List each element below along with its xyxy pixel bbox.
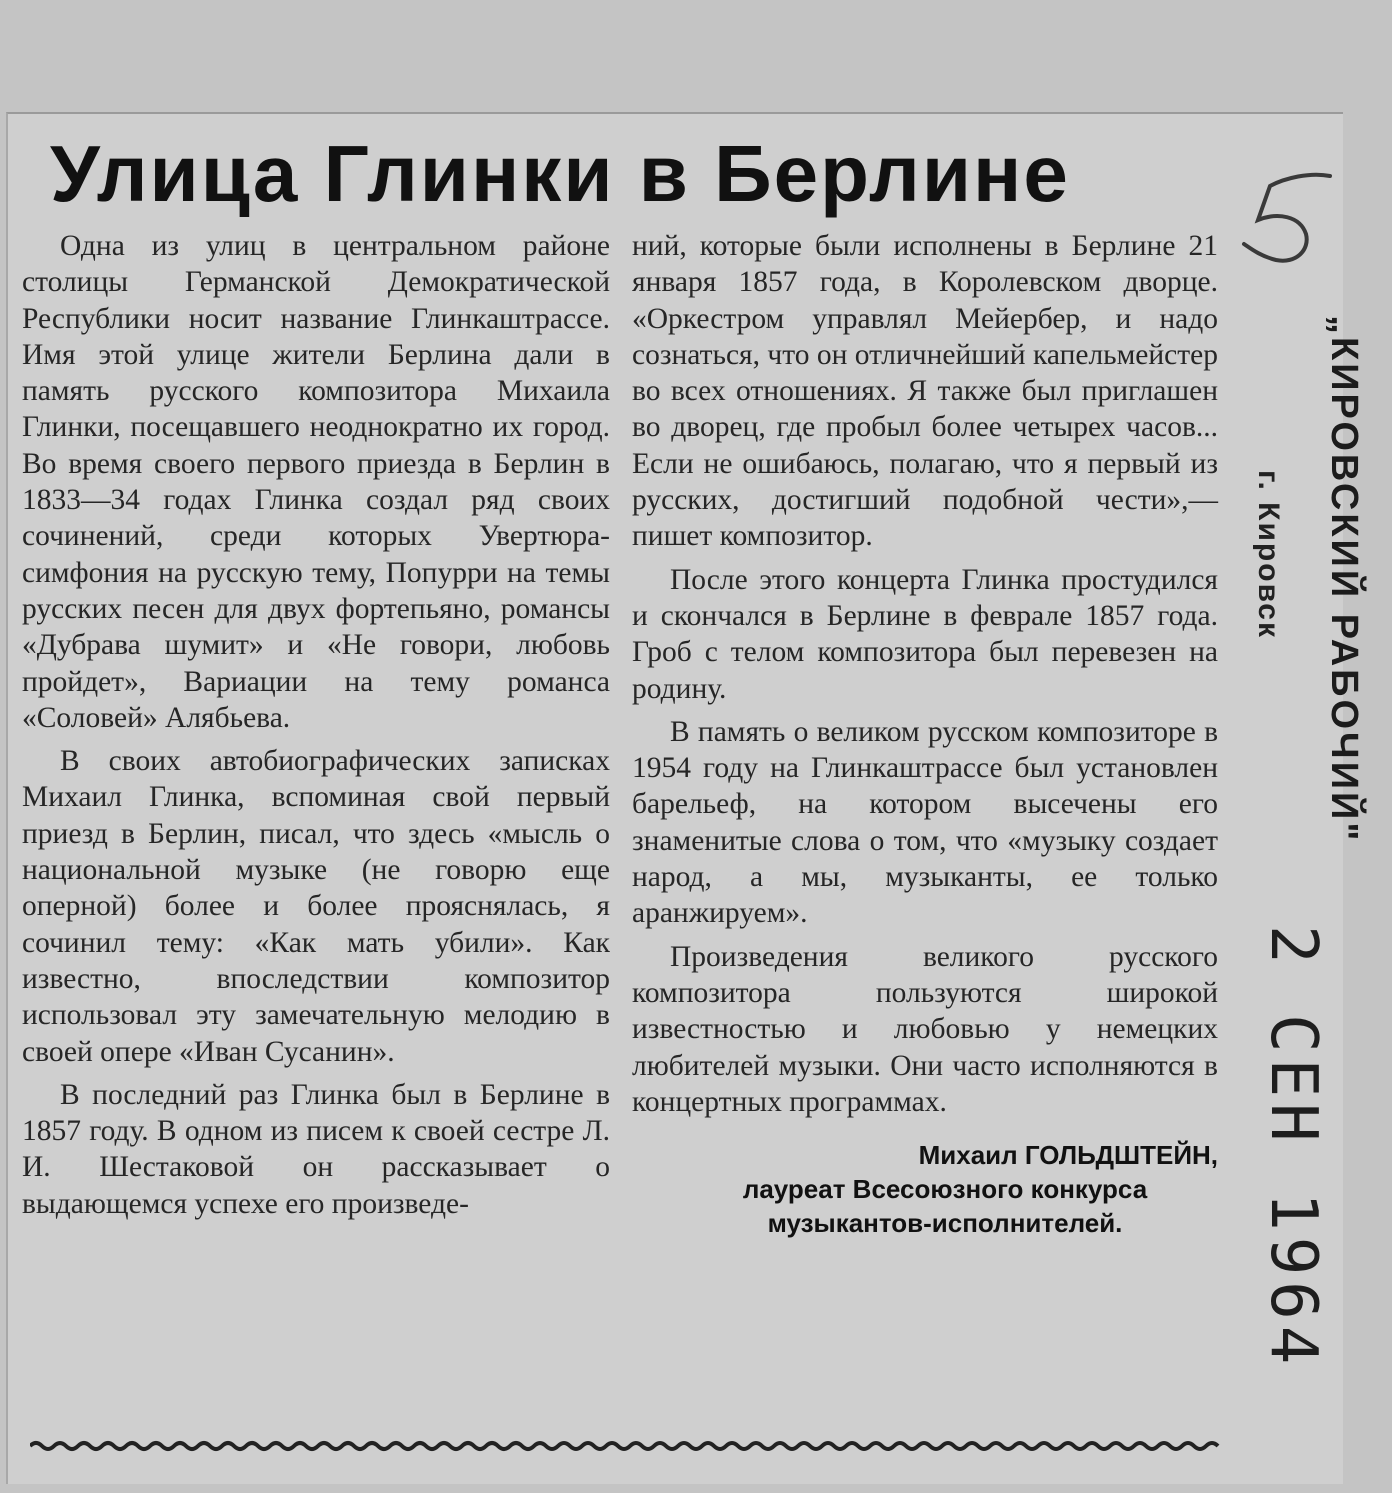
author-signature [632, 1138, 1218, 1240]
paragraph: В память о великом русском композиторе в 1954 году на Глинкаштрассе был установлен барельеф, на котором высечены его знаменитые слова о том, что «музыку создает народ, а мы, музыканты, ее только аранжируем». [632, 715, 1218, 930]
article-headline: Улица Глинки в Берлине [50, 129, 1070, 218]
newspaper-name-stamp: „КИРОВСКИЙ РАБОЧИЙ" [1323, 315, 1365, 844]
city-stamp: г. Кировск [1252, 470, 1285, 639]
author-name: Михаил ГОЛЬДШТЕЙН, [918, 1140, 1218, 1171]
paragraph: После этого концерта Глинка простудился и скончался в Берлине в феврале 1857 года. Гроб с телом композитора был перевезен на родину. [632, 563, 1218, 705]
paragraph: В последний раз Глинка был в Берлине в 1857 году. В одном из писем к своей сестре Л. И. Шестаковой он рассказывает о выдающемся успехе его произведе- [22, 1078, 610, 1220]
article-column-right [632, 228, 1218, 1240]
paragraph: Произведения великого русского композитора пользуются широкой известностью и любовью у немецких любителей музыки. Они часто исполняются в концертных программах. [632, 940, 1218, 1118]
paragraph: Одна из улиц в центральном районе столицы Германской Демократической Республики носит название Глинкаштрассе. Имя этой улице жители Берлина дали в память русского композитора Михаила Глинки, посещавшего неоднократно их город. Во время своего первого приезда в Берлин в 1833—34 годах Глинка создал ряд своих сочинений, среди которых Увертюра-симфония на русскую тему, Попурри на темы русских песен для двух фортепьяно, романсы «Дубрава шумит» и «Не говори, любовь пройдет», Вариации на тему романса «Соловей» Алябьева. [22, 230, 610, 734]
wavy-bottom-rule [30, 1440, 1225, 1452]
handwritten-number-mark [1230, 168, 1340, 278]
author-title-line-2: музыкантов-исполнителей. [767, 1208, 1123, 1239]
article-column-left [22, 228, 610, 1229]
paragraph: В своих автобиографических записках Михаил Глинка, вспоминая свой первый приезд в Берлин, писал, что здесь «мысль о национальной музыке (не говорю еще оперной) более и более прояснялась, я сочинил тему: «Как мать убили». Как известно, впоследствии композитор использовал эту замечательную мелодию в своей опере «Иван Сусанин». [22, 745, 610, 1068]
author-title-line-1: лауреат Всесоюзного конкурса [742, 1174, 1148, 1205]
paragraph-continuation: ний, которые были исполнены в Берлине 21 января 1857 года, в Королевском дворце. «Оркестром управлял Мейербер, и надо сознаться, что он отличнейший капельмейстер во всех отношениях. Я также был приглашен во дворец, где пробыл более четырех часов... Если не ошибаюсь, полагаю, что я первый из русских, достигший подобной чести»,— пишет композитор. [632, 230, 1218, 553]
date-stamp: 2 СЕН 1964 [1256, 925, 1330, 1371]
